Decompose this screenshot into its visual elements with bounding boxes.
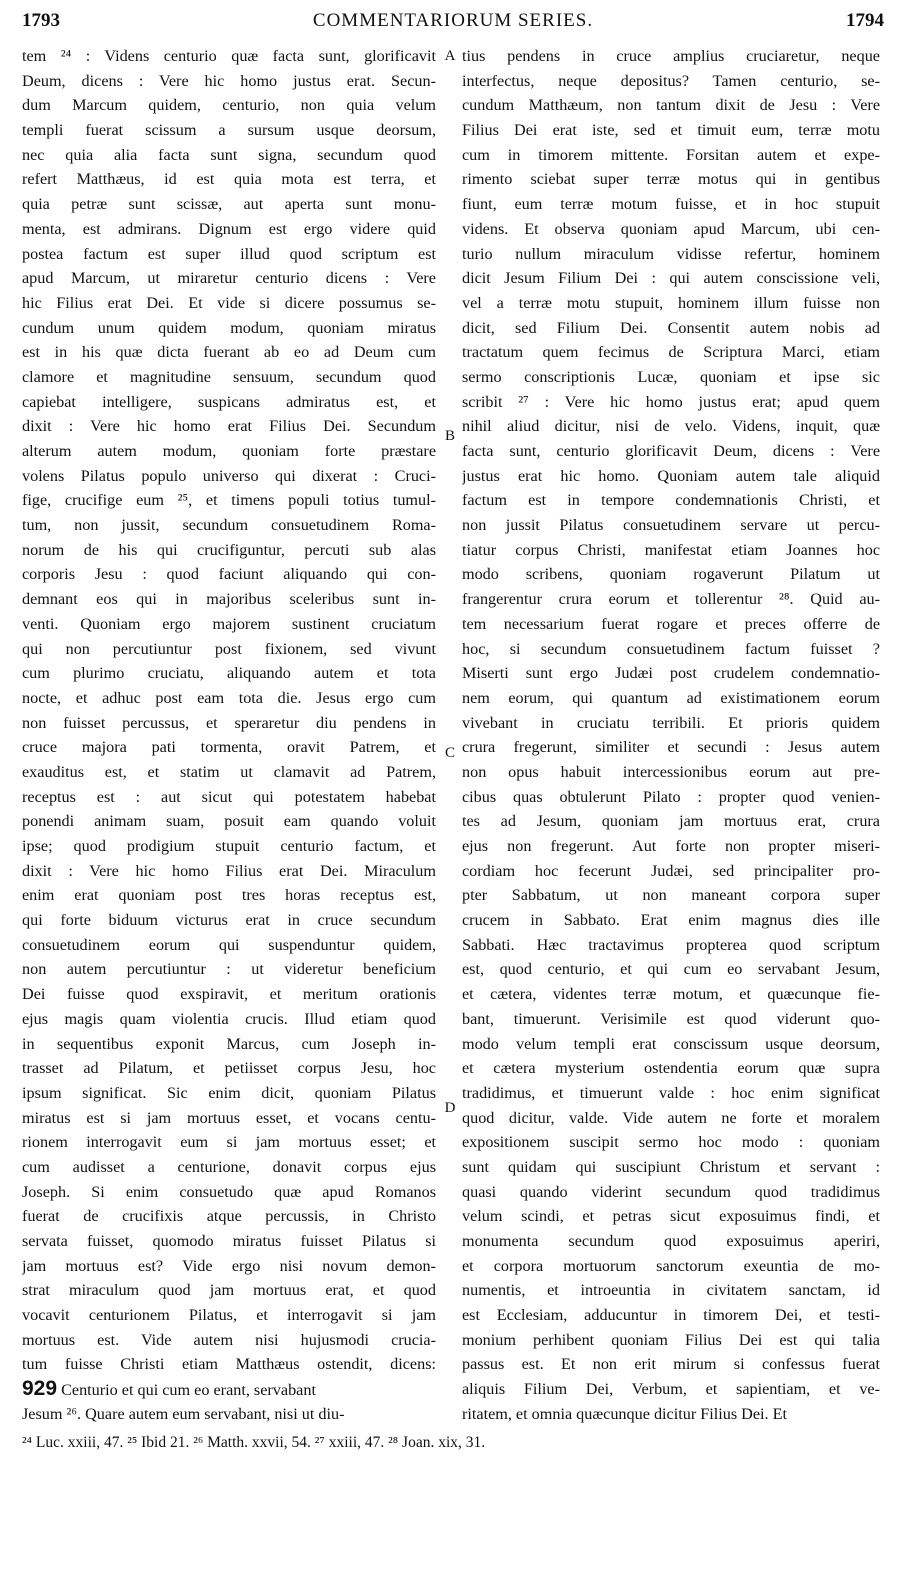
right-column-line: sermo conscriptionis Lucæ, quoniam et ipse sic bbox=[462, 367, 880, 386]
right-column-line: sunt quidam qui suscipiunt Christum et servant : bbox=[462, 1157, 880, 1176]
right-column-line: crura fregerunt, similiter et secundi : Jesus autem bbox=[462, 738, 880, 757]
right-page-number: 1794 bbox=[846, 10, 884, 31]
right-column-line: tractatum quem fecimus de Scriptura Marci, etiam bbox=[462, 343, 880, 362]
left-column-line: apud Marcum, ut miraretur centurio dicens : Vere bbox=[22, 269, 436, 288]
left-column-line: venti. Quoniam ergo majorem sustinent cruciatum bbox=[22, 614, 436, 633]
right-column-line: tes ad Jesum, quoniam jam mortuus erat, crura bbox=[462, 812, 880, 831]
right-column-line: dicit Jesum Filium Dei : qui autem conscissione veli, bbox=[462, 269, 880, 288]
right-column-line: cum in timorem mittente. Forsitan autem et expe- bbox=[462, 145, 880, 164]
left-column-line: vocavit centurionem Pilatus, et interrogavit si jam bbox=[22, 1306, 436, 1325]
left-column-line: enim erat quoniam post tres horas receptus est, bbox=[22, 886, 436, 905]
left-column-line: trasset ad Pilatum, et petiisset corpus Jesu, hoc bbox=[22, 1059, 436, 1078]
right-column-line: vivebant in cruciatu terribili. Et prioris quidem bbox=[462, 713, 880, 732]
right-column-line: frangerentur crura eorum et tollerentur ²⁸. Quid au- bbox=[462, 590, 880, 609]
right-column-line: modo scribens, quoniam rogaverunt Pilatum ut bbox=[462, 565, 880, 584]
margin-marker-b: B bbox=[444, 428, 455, 444]
left-column-line: ipse; quod prodigium stupuit centurio factum, et bbox=[22, 837, 436, 855]
right-column-line: fiunt, eum terræ motum fuisse, et in hoc stupuit bbox=[462, 195, 880, 214]
right-column-line: factum est in tempore condemnationis Christi, et bbox=[462, 491, 880, 510]
right-column-line: cundum Matthæum, non tantum dixit de Jesu : Vere bbox=[462, 96, 880, 115]
right-column-line: tradidimus, et timuerunt valde : hoc enim significat bbox=[462, 1083, 880, 1102]
right-column-line: passus est. Et non erit mirum si confessus fuerat bbox=[462, 1355, 880, 1374]
left-column-line: est in his quæ dicta fuerant ab eo ad Deum cum bbox=[22, 343, 436, 362]
left-column-line: cruce majora pati tormenta, oravit Patrem, et bbox=[22, 738, 436, 757]
left-column-line: dum Marcum quidem, centurio, non quia velum bbox=[22, 96, 436, 115]
left-column-line: ejus magis quam violentia crucis. Illud etiam quod bbox=[22, 1009, 436, 1028]
left-column-line: dixit : Vere hic homo Filius erat Dei. Miraculum bbox=[22, 861, 436, 880]
right-column-line: ritatem, et omnia quæcunque dicitur Filius Dei. Et bbox=[462, 1404, 788, 1423]
left-column-line: refert Matthæus, id est quia mota est terra, et bbox=[22, 170, 436, 189]
left-column bbox=[22, 44, 436, 1427]
running-title: COMMENTARIORUM SERIES. bbox=[312, 10, 594, 31]
right-column-line: et corpora mortuorum sanctorum exeuntia de mo- bbox=[462, 1256, 880, 1275]
right-column-line: justus erat hic homo. Quoniam autem tale aliquid bbox=[462, 466, 880, 485]
right-column-line: hoc, si secundum consuetudinem factum fuisset ? bbox=[462, 639, 880, 658]
right-column-line: pter Sabbatum, ut non maneant corpora super bbox=[462, 886, 880, 905]
right-column-line: interfectus, neque depositus? Tamen centurio, se- bbox=[462, 71, 880, 90]
left-column-line: tum fuisse Christi etiam Matthæus ostendit, dicens: bbox=[22, 1355, 436, 1374]
margin-marker-a: A bbox=[444, 48, 456, 64]
left-column-line: hic Filius erat Dei. Et vide si dicere possumus se- bbox=[22, 293, 436, 312]
left-column-line: clamore et magnitudine sensuum, secundum quod bbox=[22, 367, 436, 386]
right-column-line: tiatur corpus Christi, manifestat etiam Joannes hoc bbox=[462, 540, 880, 559]
left-column-line: jam mortuus est? Vide ergo nisi novum demon- bbox=[22, 1256, 436, 1275]
left-column-line: demnant eos qui in majoribus sceleribus sunt in- bbox=[22, 590, 436, 609]
left-column-line: tum, non jussit, secundum consuetudinem Roma- bbox=[22, 516, 436, 535]
left-column-line: receptus est : aut sicut qui potestatem habebat bbox=[22, 787, 436, 806]
left-column-line: non autem percutiuntur : ut videretur beneficium bbox=[22, 960, 436, 979]
left-column-line: cum audisset a centurione, donavit corpus ejus bbox=[22, 1157, 436, 1176]
left-column-line: menta, est admirans. Dignum est ergo videre quid bbox=[22, 219, 436, 238]
right-column-line: est, quod centurio, et qui cum eo servabant Jesum, bbox=[462, 960, 880, 979]
right-column-line: Sabbati. Hæc tractavimus propterea quod scriptum bbox=[462, 935, 880, 954]
left-column-line: cum plurimo cruciatu, aliquando autem et tota bbox=[22, 664, 436, 683]
right-column-line: vel a terræ motu stupuit, hominem illum fuisse non bbox=[462, 293, 880, 312]
footnotes: ²⁴ Luc. xxiii, 47. ²⁵ Ibid 21. ²⁶ Matth. xxvii, 54. ²⁷ xxiii, 47. ²⁸ Joan. xix, 31. bbox=[22, 1434, 486, 1451]
right-column-line: tem necessarium fuerat rogare et preces offerre de bbox=[462, 614, 880, 633]
left-column-line: mortuus est. Vide autem nisi hujusmodi crucia- bbox=[22, 1330, 436, 1349]
left-column-line: norum de his qui crucifiguntur, percuti sub alas bbox=[22, 540, 436, 559]
left-column-line: in sequentibus exponit Marcus, cum Joseph in- bbox=[22, 1034, 436, 1053]
right-column-line: monium perhibent quoniam Filius Dei est qui talia bbox=[462, 1330, 880, 1349]
left-column-line bbox=[22, 1377, 436, 1402]
left-column-line: dixit : Vere hic homo erat Filius Dei. Secundum bbox=[22, 417, 436, 436]
right-column-line: facta sunt, centurio glorificavit Deum, dicens : Vere bbox=[462, 442, 880, 460]
page-header bbox=[22, 10, 884, 38]
right-column-line: cibus quas obtulerunt Pilato : propter quod venien- bbox=[462, 787, 880, 806]
right-column-line: expositionem suscipit sermo hoc modo : quoniam bbox=[462, 1133, 880, 1152]
right-column-line: non opus habuit intercessionibus eorum aut pre- bbox=[462, 762, 880, 781]
right-column-line: non jussit Pilatus consuetudinem servare ut percu- bbox=[462, 516, 880, 535]
line-text: Centurio et qui cum eo erant, servabant bbox=[61, 1381, 316, 1400]
left-column-line: cundum unum quidem modum, quoniam miratus bbox=[22, 318, 436, 337]
right-column-line: numentis, et introeuntia in civitatem sanctam, id bbox=[462, 1281, 880, 1300]
right-column-line: aliquis Filium Dei, Verbum, et sapientiam, et ve- bbox=[462, 1380, 880, 1399]
left-column-line: miratus est si jam mortuus esset, et vocans centu- bbox=[22, 1108, 436, 1127]
left-column-line: Deum, dicens : Vere hic homo justus erat. Secun- bbox=[22, 71, 436, 90]
left-column-line: non fuisset percussus, et speraretur diu pendens in bbox=[22, 713, 436, 732]
right-column-line: monumenta secundum quod exposuimus aperiri, bbox=[462, 1232, 880, 1250]
left-column-line: consuetudinem eorum qui suspenduntur quidem, bbox=[22, 935, 436, 954]
left-column-line: strat miraculum quod jam mortuus erat, et quod bbox=[22, 1281, 436, 1300]
right-column-line: est Ecclesiam, adducuntur in timorem Dei, et testi- bbox=[462, 1306, 880, 1325]
right-column-line: nem eorum, qui quantum ad existimationem eorum bbox=[462, 688, 880, 707]
right-column-line: turio nullum miraculum vidisse refertur, hominem bbox=[462, 244, 880, 263]
left-column-line: nocte, et adhuc post eam tota die. Jesus ergo cum bbox=[22, 688, 436, 707]
right-column-line: Miserti sunt ergo Judæi post crudelem condemnatio- bbox=[462, 664, 880, 683]
left-column-line: Jesum ²⁶. Quare autem eum servabant, nisi ut diu- bbox=[22, 1404, 345, 1423]
right-column-line: videns. Et observa quoniam apud Marcum, ubi cen- bbox=[462, 219, 880, 238]
right-column-line: quod dicitur, valde. Vide autem ne forte et moralem bbox=[462, 1108, 880, 1127]
left-column-line: fuerat de crucifixis atque percussis, in Christo bbox=[22, 1207, 436, 1226]
margin-marker-d: D bbox=[444, 1100, 456, 1116]
right-column-line: bant, timuerunt. Verisimile est quod viderunt quo- bbox=[462, 1009, 880, 1028]
left-column-line: ponendi animam suam, posuit eam quando voluit bbox=[22, 812, 436, 831]
margin-marker-c: C bbox=[444, 745, 455, 761]
right-column-line: velum scindi, et petras sicut exposuimus findi, et bbox=[462, 1207, 880, 1226]
left-column-line: qui non percutiuntur post fixionem, sed vivunt bbox=[22, 639, 436, 658]
column-number: 929 bbox=[22, 1377, 58, 1401]
right-column-line: dicit, sed Filium Dei. Consentit autem nobis ad bbox=[462, 318, 880, 337]
right-column-line: modo velum templi erat conscissum usque deorsum, bbox=[462, 1034, 880, 1053]
right-column-line: rimento sciebat super terræ motus qui in gentibus bbox=[462, 170, 880, 189]
right-column bbox=[462, 44, 880, 1427]
right-column-line: et cætera, videntes terræ motum, et quæcunque fie- bbox=[462, 985, 880, 1004]
left-column-line: corporis Jesu : quod faciunt aliquando qui con- bbox=[22, 565, 436, 584]
left-column-line: exauditus est, et statim ut clamavit ad Patrem, bbox=[22, 762, 436, 781]
left-column-line: qui forte biduum victurus erat in cruce secundum bbox=[22, 911, 436, 930]
left-column-line: rionem interrogavit eum si jam mortuus esset; et bbox=[22, 1133, 436, 1152]
left-column-line: templi fuerat scissum a sursum usque deorsum, bbox=[22, 121, 436, 140]
left-column-line: postea factum est super illud quod scriptum est bbox=[22, 244, 436, 263]
left-column-line: tem ²⁴ : Videns centurio quæ facta sunt, glorificavit bbox=[22, 47, 436, 65]
left-column-line: servata fuisset, quomodo miratus fuisset Pilatus si bbox=[22, 1232, 436, 1250]
left-page-number: 1793 bbox=[22, 10, 60, 31]
left-column-line: fige, crucifige eum ²⁵, et timens populi totius tumul- bbox=[22, 491, 436, 510]
right-column-line: cordiam hoc fecerunt Judæi, sed principaliter pro- bbox=[462, 861, 880, 880]
left-column-line: quia petræ sunt scissæ, aut aperta sunt monu- bbox=[22, 195, 436, 214]
left-column-line: ipsum significat. Sic enim dicit, quoniam Pilatus bbox=[22, 1083, 436, 1102]
right-column-line: quasi quando viderint secundum quod tradidimus bbox=[462, 1182, 880, 1201]
right-column-line: ejus non fregerunt. Aut forte non propter miseri- bbox=[462, 837, 880, 855]
right-column-line: crucem in Sabbato. Erat enim magnus dies ille bbox=[462, 911, 880, 930]
left-column-line: volens Pilatus populo universo qui dixerat : Cruci- bbox=[22, 466, 436, 485]
left-column-line: Dei fuisse quod exspiravit, et meritum orationis bbox=[22, 985, 436, 1004]
left-column-line: Joseph. Si enim consuetudo quæ apud Romanos bbox=[22, 1182, 436, 1201]
right-column-line: scribit ²⁷ : Vere hic homo justus erat; apud quem bbox=[462, 392, 880, 411]
right-column-line: et cætera mysterium ostendentia eorum quæ supra bbox=[462, 1059, 880, 1078]
right-column-line: tius pendens in cruce amplius cruciaretur, neque bbox=[462, 47, 880, 65]
left-column-line: capiebat intelligere, suspicans admiratus est, et bbox=[22, 392, 436, 411]
right-column-line: nihil aliud dicitur, nisi de velo. Videns, inquit, quæ bbox=[462, 417, 880, 436]
right-column-line: Filius Dei erat iste, sed et timuit eum, terræ motu bbox=[462, 121, 880, 140]
left-column-line: alterum autem modum, quoniam forte præstare bbox=[22, 442, 436, 460]
left-column-line: nec quia alia facta sunt signa, secundum quod bbox=[22, 145, 436, 164]
